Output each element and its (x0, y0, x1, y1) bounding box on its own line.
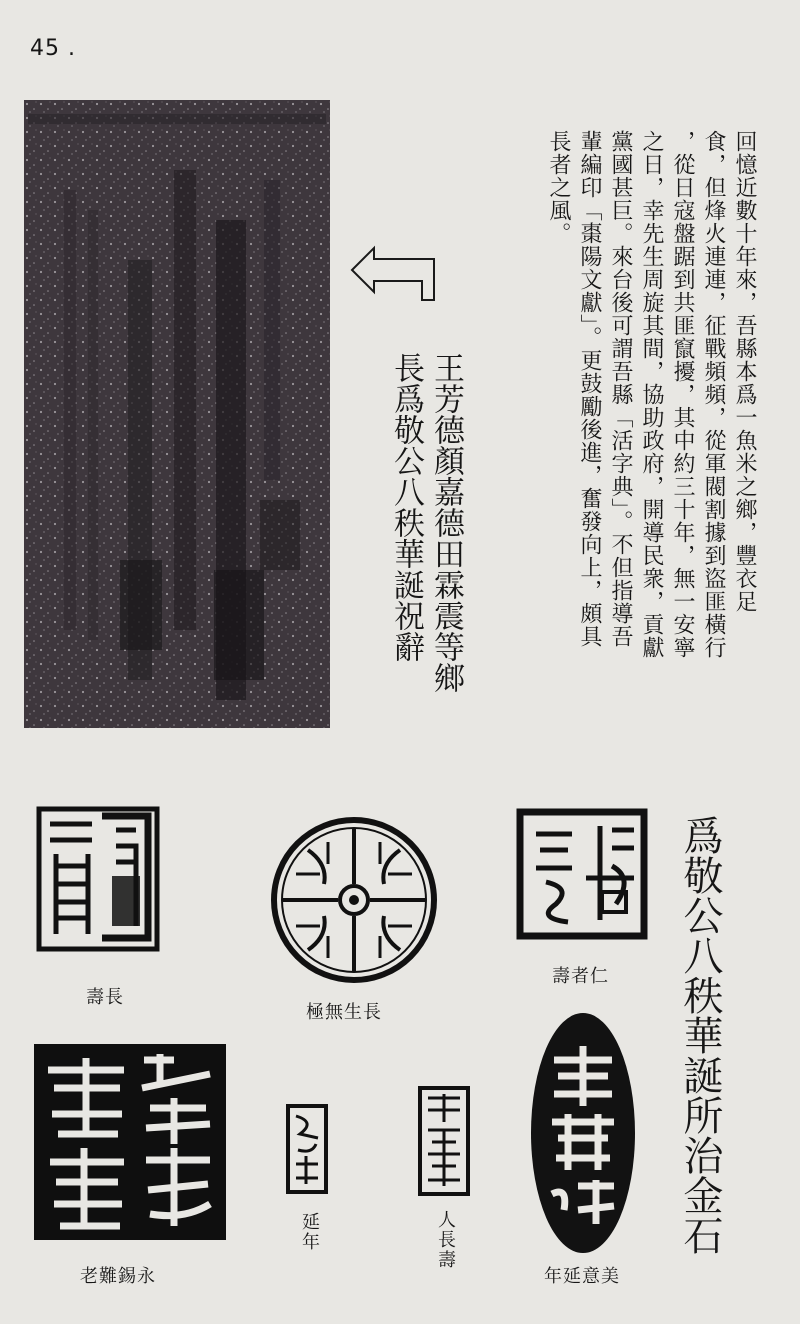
seal-label: 延年 (299, 1212, 320, 1252)
body-text-column: 之日，幸先生周旋其間，協助政府，開導民衆，貢獻 (639, 130, 664, 659)
rubbing-caption (386, 352, 466, 712)
body-text (543, 130, 760, 700)
seal-label: 老難錫永 (80, 1266, 156, 1287)
body-text-column: 輩編印「棗陽文獻」。更鼓勵後進，奮發向上，頗具 (577, 130, 602, 648)
seal-label: 年延意美 (544, 1266, 620, 1287)
seal-label: 壽長 (86, 987, 124, 1008)
caption-line: 長爲敬公八秩華誕祝辭 (388, 352, 424, 662)
seal-ren-zhe-shou (516, 808, 648, 940)
caption-line: 王芳德顏嘉德田霖震等鄉 (428, 352, 464, 693)
body-text-column: 黨國甚巨。來台後可謂吾縣「活字典」。不但指導吾 (608, 130, 633, 648)
calligraphy-rubbing-image (24, 100, 330, 728)
body-text-column: ，從日寇盤踞到共匪竄擾，其中約三十年，無一安寧 (670, 130, 695, 659)
body-text-column: 回憶近數十年來，吾縣本爲一魚米之鄉，豐衣足 (732, 130, 757, 613)
section-title: 爲敬公八秩華誕所治金石 (677, 815, 723, 1255)
seal-yong-xi-nan-lao (34, 1044, 226, 1240)
seal-label: 人長壽 (435, 1210, 456, 1270)
body-text-column: 食，但烽火連連，征戰頻頻，從軍閥割據到盜匪橫行 (701, 130, 726, 659)
seal-label: 壽者仁 (552, 966, 609, 987)
seal-yan-nian (286, 1104, 328, 1194)
page-number: 45 . (30, 36, 76, 61)
seal-chang-shou (36, 806, 160, 952)
left-arrow-icon (348, 242, 438, 302)
body-text-column: 長者之風。 (546, 130, 571, 245)
seal-mei-yi-yan-nian (528, 1010, 638, 1256)
seal-chang-sheng-wu-ji (268, 814, 440, 986)
seal-ren-chang-shou (418, 1086, 470, 1196)
seal-label: 極無生長 (306, 1002, 382, 1023)
